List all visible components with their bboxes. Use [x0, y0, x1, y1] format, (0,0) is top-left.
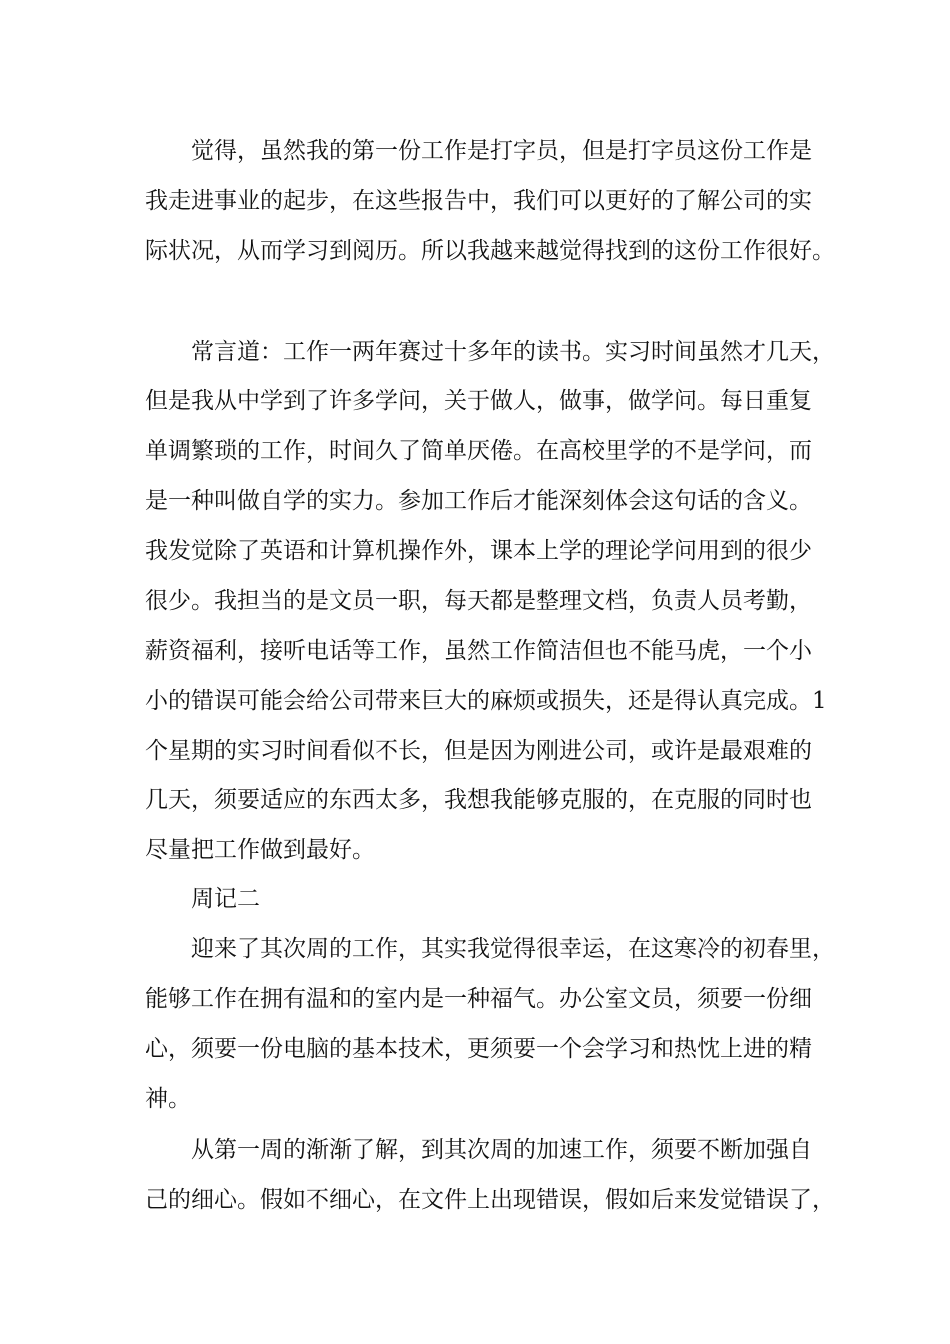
paragraph-3-line-3: 心，须要一份电脑的基本技术，更须要一个会学习和热忱上进的精: [145, 1036, 812, 1062]
paragraph-1-line-3: 际状况，从而学习到阅历。所以我越来越觉得找到的这份工作很好。: [145, 238, 835, 264]
paragraph-2-line-2: 但是我从中学到了许多学问，关于做人，做事，做学问。每日重复: [145, 388, 812, 414]
paragraph-3-line-4: 神。: [145, 1086, 191, 1112]
paragraph-2-line-1: 常言道：工作一两年赛过十多年的读书。实习时间虽然才几天，: [191, 339, 835, 365]
section-heading: 周记二: [191, 886, 260, 912]
paragraph-2-line-8: 小的错误可能会给公司带来巨大的麻烦或损失，还是得认真完成。1: [145, 688, 827, 714]
paragraph-2-line-10: 几天，须要适应的东西太多，我想我能够克服的，在克服的同时也: [145, 787, 812, 813]
paragraph-4-line-2: 己的细心。假如不细心，在文件上出现错误，假如后来发觉错误了，: [145, 1187, 835, 1213]
paragraph-1-line-1: 觉得，虽然我的第一份工作是打字员，但是打字员这份工作是: [191, 138, 812, 164]
paragraph-3-line-2: 能够工作在拥有温和的室内是一种福气。办公室文员，须要一份细: [145, 986, 812, 1012]
paragraph-2-line-4: 是一种叫做自学的实力。参加工作后才能深刻体会这句话的含义。: [145, 488, 812, 514]
paragraph-3-line-1: 迎来了其次周的工作，其实我觉得很幸运，在这寒冷的初春里，: [191, 936, 835, 962]
paragraph-2-line-3: 单调繁琐的工作，时间久了简单厌倦。在高校里学的不是学问，而: [145, 438, 812, 464]
paragraph-2-line-7: 薪资福利，接听电话等工作，虽然工作简洁但也不能马虎，一个小: [145, 638, 812, 664]
paragraph-2-line-11: 尽量把工作做到最好。: [145, 837, 375, 863]
paragraph-2-line-9: 个星期的实习时间看似不长，但是因为刚进公司，或许是最艰难的: [145, 738, 812, 764]
paragraph-4-line-1: 从第一周的渐渐了解，到其次周的加速工作，须要不断加强自: [191, 1137, 812, 1163]
paragraph-1-line-2: 我走进事业的起步，在这些报告中，我们可以更好的了解公司的实: [145, 188, 812, 214]
paragraph-2-line-5: 我发觉除了英语和计算机操作外，课本上学的理论学问用到的很少: [145, 538, 812, 564]
paragraph-2-line-6: 很少。我担当的是文员一职，每天都是整理文档，负责人员考勤，: [145, 588, 812, 614]
